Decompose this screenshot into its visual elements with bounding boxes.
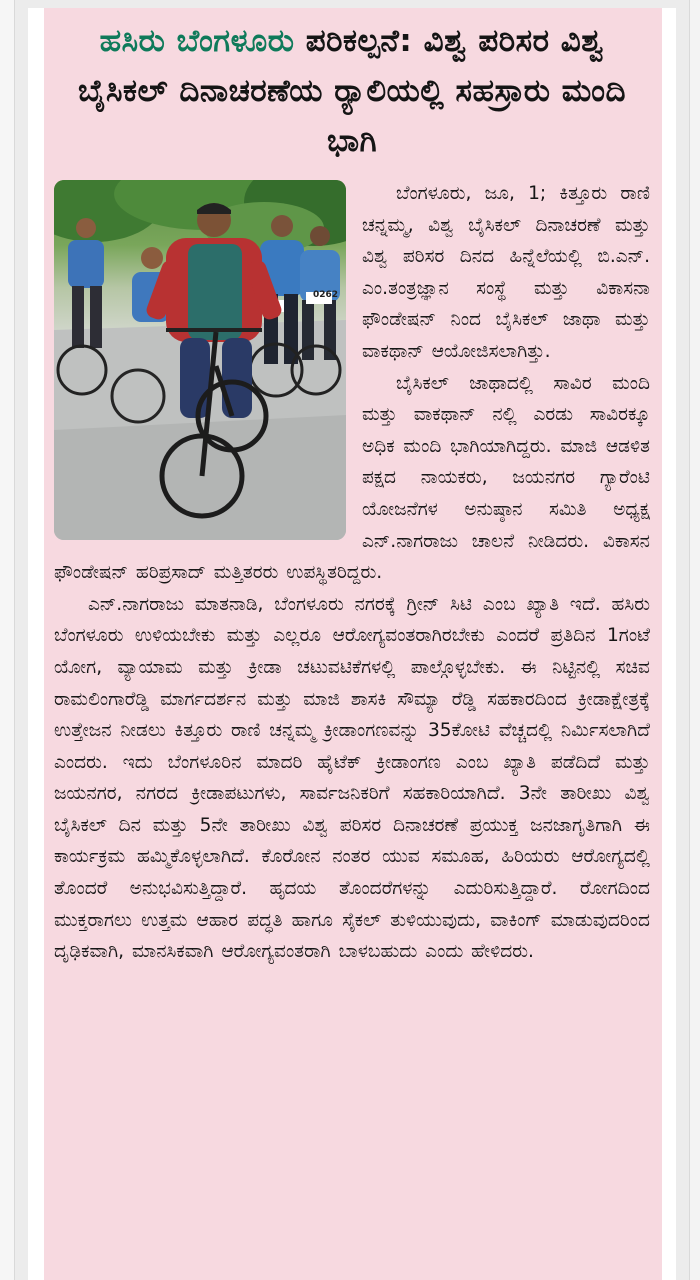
article-body [54, 178, 650, 968]
headline-rest: ಪರಿಕಲ್ಪನೆ: ವಿಶ್ವ ಪರಿಸರ ವಿಶ್ವ ಬೈಸಿಕಲ್ ದಿನಾಚರಣೆಯ ರ್‍ಯಾಲಿಯಲ್ಲಿ ಸಹಸ್ರಾರು ಮಂದಿ ಭಾಗಿ [77, 23, 627, 159]
paragraph-3: ಎನ್.ನಾಗರಾಜು ಮಾತನಾಡಿ, ಬೆಂಗಳೂರು ನಗರಕ್ಕೆ ಗ್ರೀನ್ ಸಿಟಿ ಎಂಬ ಖ್ಯಾತಿ ಇದೆ. ಹಸಿರು ಬೆಂಗಳೂರು ಉಳಿಯಬೇಕು ಮತ್ತು ಎಲ್ಲರೂ ಆರೋಗ್ಯವಂತರಾಗಿರಬೇಕು ಎಂದರೆ ಪ್ರತಿದಿನ 1ಗಂಟೆ ಯೋಗ, ವ್ಯಾಯಾಮ ಮತ್ತು ಕ್ರೀಡಾ ಚಟುವಟಿಕೆಗಳಲ್ಲಿ ಪಾಲ್ಗೊಳ್ಳಬೇಕು. ಈ ನಿಟ್ಟಿನಲ್ಲಿ ಸಚಿವ ರಾಮಲಿಂಗಾರೆಡ್ಡಿ ಮಾರ್ಗದರ್ಶನ ಮತ್ತು ಮಾಜಿ ಶಾಸಕಿ ಸೌಮ್ಯಾ ರೆಡ್ಡಿ ಸಹಕಾರದಿಂದ ಕ್ರೀಡಾಕ್ಷೇತ್ರಕ್ಕೆ ಉತ್ತೇಜನ ನೀಡಲು ಕಿತ್ತೂರು ರಾಣಿ ಚನ್ನಮ್ಮ ಕ್ರೀಡಾಂಗಣವನ್ನು 35ಕೋಟಿ ವೆಚ್ಚದಲ್ಲಿ ನಿರ್ಮಿಸಲಾಗಿದೆ ಎಂದರು. ಇದು ಬೆಂಗಳೂರಿನ ಮಾದರಿ ಹೈಟೆಕ್ ಕ್ರೀಡಾಂಗಣ ಎಂಬ ಖ್ಯಾತಿ ಪಡೆದಿದೆ ಮತ್ತು ಜಯನಗರ, ನಗರದ ಕ್ರೀಡಾಪಟುಗಳು, ಸಾರ್ವಜನಿಕರಿಗೆ ಸಹಕಾರಿಯಾಗಿದೆ. 3ನೇ ತಾರೀಖು ವಿಶ್ವ ಬೈಸಿಕಲ್ ದಿನ ಮತ್ತು 5ನೇ ತಾರೀಖು ವಿಶ್ವ ಪರಿಸರ ದಿನಾಚರಣೆ ಪ್ರಯುಕ್ತ ಜನಜಾಗೃತಿಗಾಗಿ ಈ ಕಾರ್ಯಕ್ರಮ ಹಮ್ಮಿಕೊಳ್ಳಲಾಗಿದೆ. ಕೊರೋನ ನಂತರ ಯುವ ಸಮೂಹ, ಹಿರಿಯರು ಆರೋಗ್ಯದಲ್ಲಿ ತೊಂದರೆ ಅನುಭವಿಸುತ್ತಿದ್ದಾರೆ. ಹೃದಯ ತೊಂದರೆಗಳನ್ನು ಎದುರಿಸುತ್ತಿದ್ದಾರೆ. ರೋಗದಿಂದ ಮುಕ್ತರಾಗಲು ಉತ್ತಮ ಆಹಾರ ಪದ್ಧತಿ ಹಾಗೂ ಸೈಕಲ್ ತುಳಿಯುವುದು, ವಾಕಿಂಗ್ ಮಾಡುವುದರಿಂದ ದೃಢಿಕವಾಗಿ, ಮಾನಸಿಕವಾಗಿ ಆರೋಗ್ಯವಂತರಾಗಿ ಬಾಳಬಹುದು ಎಂದು ಹೇಳಿದರು. [54, 593, 650, 963]
page-edge-left [0, 0, 15, 1280]
bib-number: 0262 [313, 290, 339, 300]
cyclists-photo [54, 180, 346, 540]
headline [54, 16, 650, 166]
paragraph-1: ಬೆಂಗಳೂರು, ಜೂ, 1; ಕಿತ್ತೂರು ರಾಣಿ ಚನ್ನಮ್ಮ, ವಿಶ್ವ ಬೈಸಿಕಲ್ ದಿನಾಚರಣೆ ಮತ್ತು ವಿಶ್ವ ಪರಿಸರ ದಿನದ ಹಿನ್ನೆಲೆಯಲ್ಲಿ ಬಿ.ಎನ್. ಎಂ.ತಂತ್ರಜ್ಞಾನ ಸಂಸ್ಥೆ ಮತ್ತು ವಿಕಾಸನಾ ಫೌಂಡೇಷನ್ ನಿಂದ ಬೈಸಿಕಲ್ ಜಾಥಾ ಮತ್ತು ವಾಕಥಾನ್ ಆಯೋಜಿಸಲಾಗಿತ್ತು. [362, 183, 650, 362]
page-edge-right [689, 0, 700, 1280]
newspaper-clipping [28, 8, 676, 1280]
headline-highlight: ಹಸಿರು ಬೆಂಗಳೂರು [99, 23, 295, 59]
paragraph-2: ಬೈಸಿಕಲ್ ಜಾಥಾದಲ್ಲಿ ಸಾವಿರ ಮಂದಿ ಮತ್ತು ವಾಕಥಾನ್ ನಲ್ಲಿ ಎರಡು ಸಾವಿರಕ್ಕೂ ಅಧಿಕ ಮಂದಿ ಭಾಗಿಯಾಗಿದ್ದರು. ಮಾಜಿ ಆಡಳಿತ ಪಕ್ಷದ ನಾಯಕರು, ಜಯನಗರ ಗ್ಯಾರೆಂಟಿ ಯೋಜನೆಗಳ ಅನುಷ್ಠಾನ ಸಮಿತಿ ಅಧ್ಯಕ್ಷ ಎನ್.ನಾಗರಾಜು ಚಾಲನೆ ನೀಡಿದರು. ವಿಕಾಸನ ಫೌಂಡೇಷನ್ ಹರಿಪ್ರಸಾದ್ ಮತ್ತಿತರರು ಉಪಸ್ಥಿತರಿದ್ದರು. [54, 372, 650, 584]
